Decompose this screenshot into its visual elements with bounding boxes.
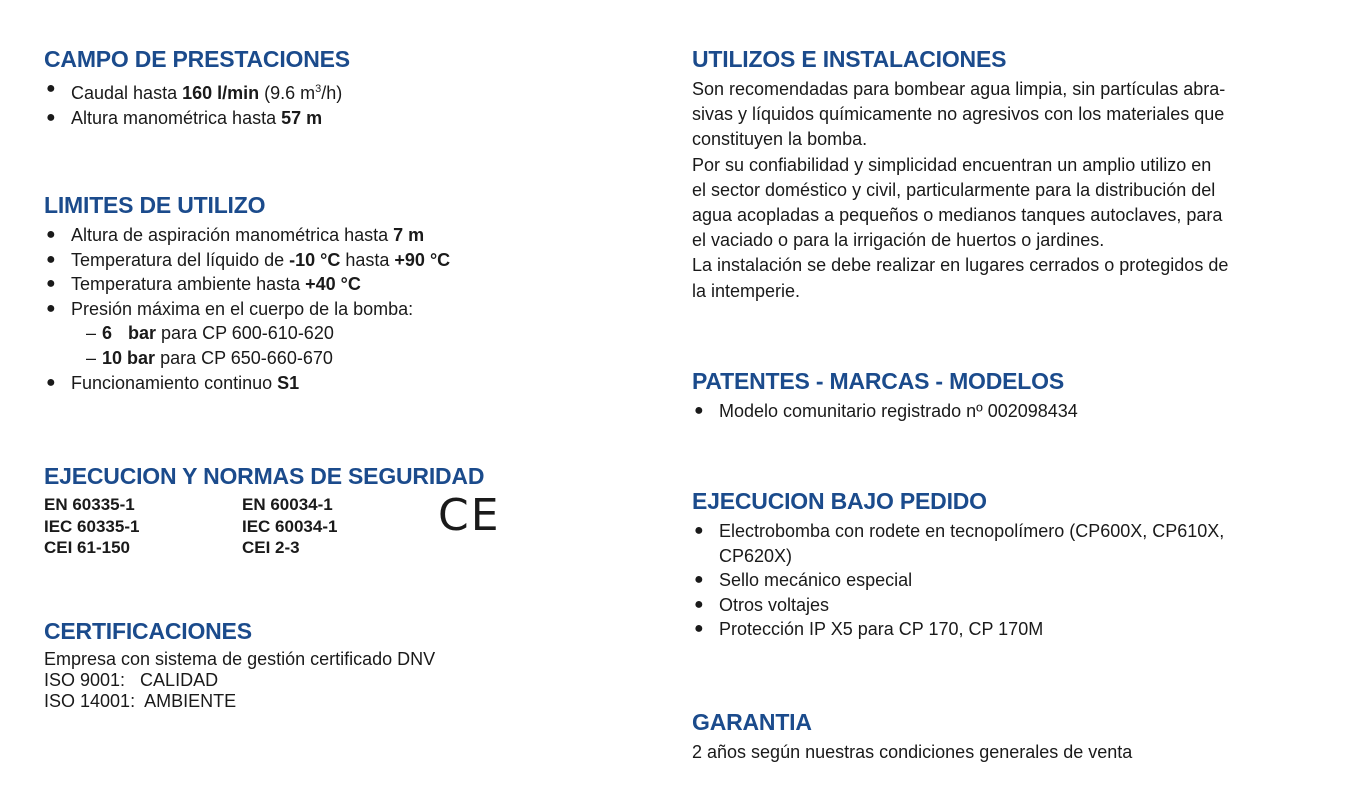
section-utilizos (692, 45, 1292, 304)
section-title: EJECUCION BAJO PEDIDO (692, 488, 987, 514)
section-limites (44, 191, 634, 395)
norm-code: IEC 60034-1 (242, 516, 338, 536)
paragraph-line: agua acopladas a pequeños o medianos tanques autoclaves, para (692, 205, 1223, 226)
norm-code: CEI 61-150 (44, 538, 130, 557)
cert-line: Empresa con sistema de gestión certificado DNV (44, 649, 436, 669)
norm-code: EN 60034-1 (242, 495, 333, 514)
bullet-icon: ● (46, 275, 56, 293)
bullet-icon: ● (694, 402, 704, 419)
paragraph-line: constituyen la bomba. (692, 129, 868, 150)
section-ejecucion (44, 462, 634, 564)
bullet-icon: ● (694, 522, 704, 539)
norms-column-1 (44, 494, 139, 559)
paragraph-line: Son recomendadas para bombear agua limpia, sin partículas abra- (692, 79, 1226, 99)
paragraph-line: La instalación se debe realizar en lugares cerrados o protegidos de (692, 255, 1229, 276)
section-title: PATENTES - MARCAS - MODELOS (692, 368, 1064, 394)
section-title: EJECUCION Y NORMAS DE SEGURIDAD (44, 463, 485, 489)
norm-code: IEC 60335-1 (44, 516, 140, 536)
bullet-list (692, 399, 1292, 424)
paragraph-line: la intemperie. (692, 280, 801, 301)
list-item: ● Altura manométrica hasta 57 m (44, 106, 634, 131)
section-patentes (692, 367, 1292, 424)
norm-code: CEI 2-3 (242, 538, 300, 557)
paragraph-line: el vaciado o para la irrigación de huertos o jardines. (692, 230, 1105, 251)
bullet-list (44, 77, 634, 130)
norm-code: EN 60335-1 (44, 495, 135, 514)
paragraph-line: Por su confiabilidad y simplicidad encuentran un amplio utilizo en (692, 154, 1212, 175)
list-item: ● Modelo comunitario registrado nº 002098434 (692, 399, 1292, 424)
bullet-list (692, 519, 1292, 642)
bullet-icon: ● (46, 299, 56, 317)
sub-item: – 6 bar para CP 600-610-620 (86, 323, 334, 344)
section-certificaciones (44, 617, 634, 712)
paragraph-line: sivas y líquidos químicamente no agresivos con los materiales que (692, 104, 1225, 125)
bullet-icon: ● (46, 373, 56, 391)
list-item: ● Caudal hasta 160 l/min (9.6 $m^3/h$) (44, 77, 634, 106)
norms-column-2 (242, 494, 337, 559)
bullet-list (44, 223, 634, 321)
section-title: UTILIZOS E INSTALACIONES (692, 46, 1007, 72)
bullet-icon: ● (46, 108, 56, 126)
section-title: CERTIFICACIONES (44, 618, 252, 644)
list-item: ● Protección IP X5 para CP 170, CP 170M (692, 617, 1292, 642)
paragraph-line: el sector doméstico y civil, particularmente para la distribución del (692, 179, 1216, 200)
bullet-icon: ● (694, 571, 704, 589)
bullet-icon: ● (46, 226, 56, 243)
cert-line: ISO 14001: AMBIENTE (44, 691, 237, 711)
section-pedido (692, 487, 1292, 642)
ce-mark-icon: CE (438, 490, 501, 541)
list-item: ● Temperatura del líquido de -10 °C hasta +90 °C (44, 248, 634, 273)
section-campo (44, 45, 634, 130)
list-item: ● Temperatura ambiente hasta +40 °C (44, 272, 634, 297)
cert-line: ISO 9001: CALIDAD (44, 670, 219, 690)
list-item: ● Sello mecánico especial (692, 568, 1292, 593)
bullet-icon: ● (46, 250, 56, 268)
paragraph-line: 2 años según nuestras condiciones generales de venta (692, 742, 1133, 762)
bullet-icon: ● (694, 595, 704, 613)
bullet-list (44, 371, 634, 396)
section-title: CAMPO DE PRESTACIONES (44, 46, 350, 72)
list-item: ● Electrobomba con rodete en tecnopolímero (CP600X, CP610X, CP620X) (694, 521, 1225, 566)
list-item: ● Otros voltajes (692, 593, 1292, 618)
list-item: ● Funcionamiento continuo S1 (44, 371, 634, 396)
section-title: LIMITES DE UTILIZO (44, 192, 266, 218)
norms-block (44, 490, 634, 564)
bullet-icon: ● (694, 620, 704, 638)
section-title: GARANTIA (692, 709, 812, 735)
list-item: ● Altura de aspiración manométrica hasta 7 m (44, 223, 634, 248)
sub-item: – 10 bar para CP 650-660-670 (86, 347, 333, 368)
bullet-icon: ● (46, 80, 56, 97)
list-item: ● Presión máxima en el cuerpo de la bomba: (44, 297, 634, 322)
section-garantia (692, 708, 1292, 765)
